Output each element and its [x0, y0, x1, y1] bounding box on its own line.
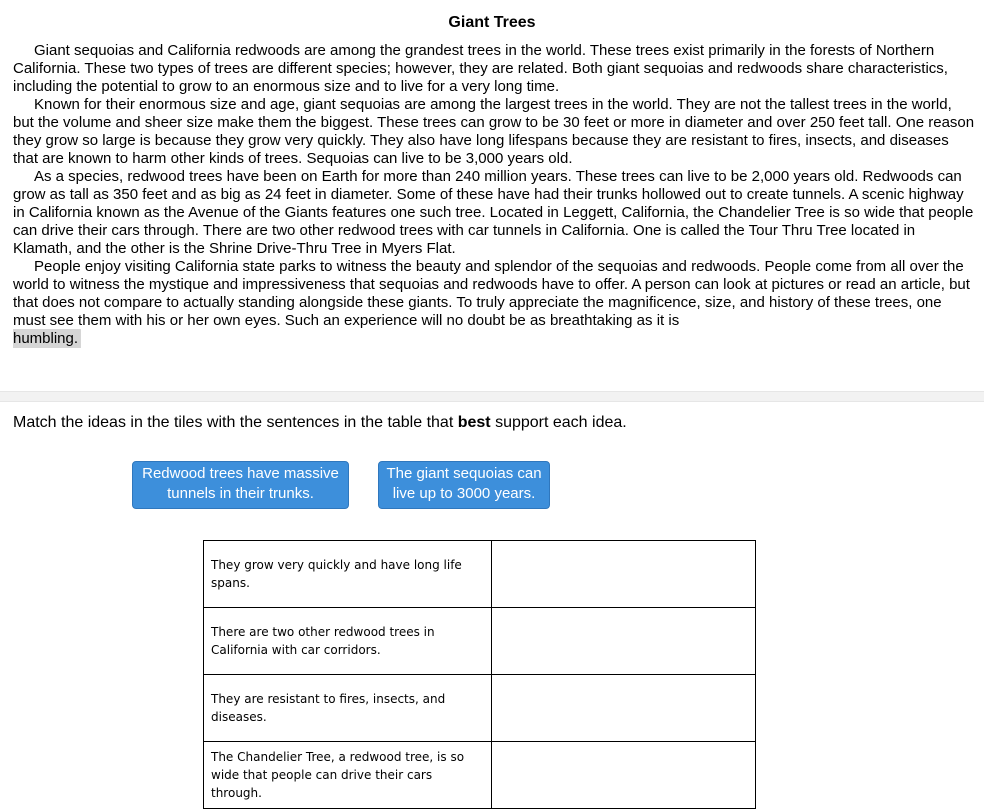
sentence-cell: There are two other redwood trees in California with car corridors.	[204, 608, 492, 675]
drop-zone[interactable]	[492, 608, 756, 675]
paragraph-4	[13, 258, 975, 348]
sentence-cell: The Chandelier Tree, a redwood tree, is so wide that people can drive their cars through.	[204, 742, 492, 809]
paragraph-3: As a species, redwood trees have been on Earth for more than 240 million years. These trees can live to be 2,000 years old. Redwoods can grow as tall as 350 feet and as big as 24 feet in diameter. Some of these have had their trunks hollowed out to create tunnels. A scenic highway in California known as the Avenue of the Giants features one such tree. Located in Leggett, California, the Chandelier Tree is so wide that people can drive their cars through. There are two other redwood trees with car tunnels in California. One is called the Tour Thru Tree located in Klamath, and the other is the Shrine Drive-Thru Tree in Myers Flat.	[13, 168, 974, 257]
section-divider	[0, 391, 984, 402]
idea-tile-redwood-tunnels[interactable]: Redwood trees have massive tunnels in their trunks.	[132, 461, 349, 509]
idea-tile-sequoia-lifespan[interactable]: The giant sequoias can live up to 3000 years.	[378, 461, 550, 509]
drop-zone[interactable]	[492, 675, 756, 742]
prompt-bold-word: best	[457, 414, 491, 431]
passage-title: Giant Trees	[448, 14, 536, 31]
drop-zone[interactable]	[492, 541, 756, 608]
passage-text	[13, 42, 975, 348]
question-prompt	[13, 413, 627, 433]
highlighted-word: humbling.	[13, 329, 81, 348]
prompt-text-end: support each idea.	[490, 414, 627, 431]
prompt-text-start: Match the ideas in the tiles with the sentences in the table that	[13, 414, 458, 431]
table-row	[204, 541, 756, 608]
paragraph-4-text: People enjoy visiting California state parks to witness the beauty and splendor of the sequoias and redwoods. People come from all over the world to witness the mystique and impressiveness that sequoias and redwoods have to offer. A person can look at pictures or read an article, but that does not compare to actually standing alongside these giants. To truly appreciate the magnificence, size, and history of these trees, one must see them with his or her own eyes. Such an experience will no doubt be as breathtaking as it is	[13, 258, 970, 329]
drop-zone[interactable]	[492, 742, 756, 809]
paragraph-2: Known for their enormous size and age, giant sequoias are among the largest trees in the world. They are not the tallest trees in the world, but the volume and sheer size make them the biggest. These trees can grow to be 30 feet or more in diameter and over 250 feet tall. One reason they grow so large is because they grow very quickly. They also have long lifespans because they are resistant to fires, insects, and diseases that are known to harm other kinds of trees. Sequoias can live to be 3,000 years old.	[13, 96, 975, 167]
table-row	[204, 742, 756, 809]
table-row	[204, 675, 756, 742]
sentence-cell: They grow very quickly and have long life spans.	[204, 541, 492, 608]
sentence-cell: They are resistant to fires, insects, and diseases.	[204, 675, 492, 742]
match-table	[203, 540, 756, 809]
table-row	[204, 608, 756, 675]
paragraph-1: Giant sequoias and California redwoods are among the grandest trees in the world. These trees exist primarily in the forests of Northern California. These two types of trees are different species; however, they are related. Both giant sequoias and redwoods share characteristics, including the potential to grow to an enormous size and to live for a very long time.	[13, 42, 948, 95]
